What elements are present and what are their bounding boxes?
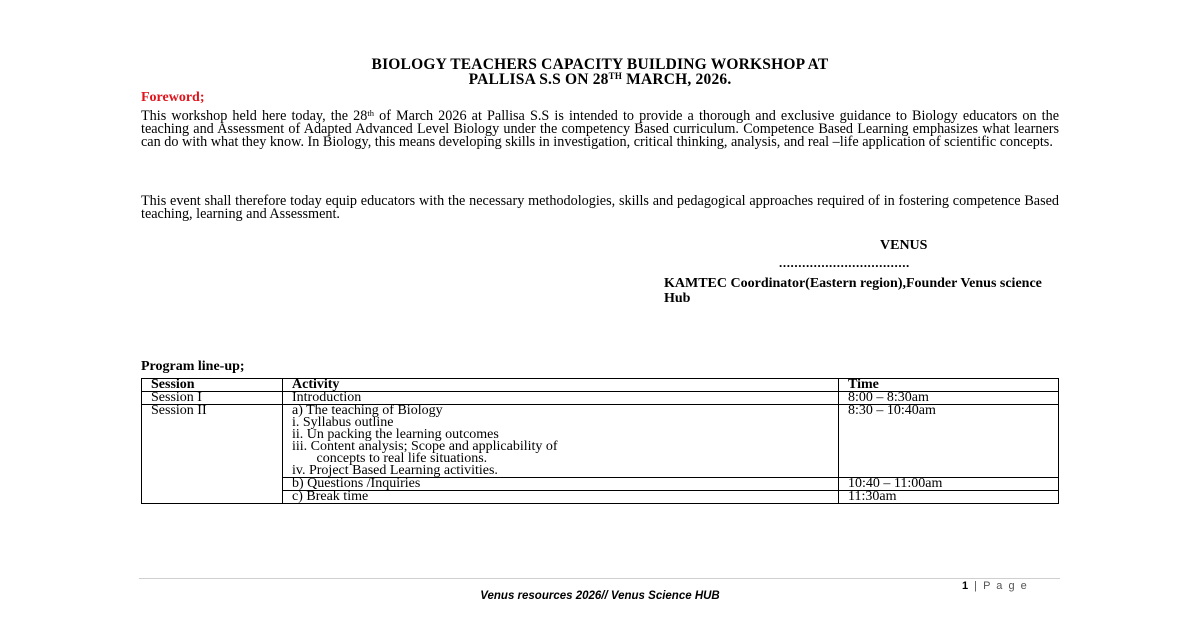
table-row — [142, 405, 1059, 478]
foreword-heading: Foreword; — [141, 90, 205, 105]
activity-line: concepts to real life situations. — [292, 451, 488, 466]
activity-line: i. Syllabus outline — [292, 415, 394, 430]
title-line-2-end: MARCH, 2026. — [622, 71, 732, 88]
program-table — [141, 378, 1059, 504]
activity-cell: Introduction — [283, 392, 839, 405]
page-number-value: 1 — [962, 580, 970, 592]
title-line-1: BIOLOGY TEACHERS CAPACITY BUILDING WORKSHOP AT — [371, 56, 829, 73]
document-title — [140, 57, 1060, 87]
activity-line: a) The teaching of Biology — [292, 403, 443, 418]
activity-line: iv. Project Based Learning activities. — [292, 463, 498, 478]
footer-divider — [139, 578, 1060, 579]
page-label: | P a g e — [969, 580, 1029, 592]
header-time: Time — [839, 379, 1059, 392]
foreword-paragraph-1 — [141, 110, 1059, 150]
signature-line: .................................. — [779, 255, 910, 270]
time-cell: 8:00 – 8:30am — [839, 392, 1059, 405]
title-superscript: TH — [608, 71, 623, 81]
time-cell: 11:30am — [839, 491, 1059, 504]
session-cell: Session II — [142, 405, 283, 504]
time-cell: 8:30 – 10:40am — [839, 405, 1059, 478]
header-activity: Activity — [283, 379, 839, 392]
header-session: Session — [142, 379, 283, 392]
session-cell: Session I — [142, 392, 283, 405]
time-cell: 10:40 – 11:00am — [839, 478, 1059, 491]
activity-cell: c) Break time — [283, 491, 839, 504]
footer-text: Venus resources 2026// Venus Science HUB — [480, 590, 720, 602]
foreword-paragraph-2: This event shall therefore today equip educators with the necessary methodologies, skills and pedagogical approaches required of in fostering competence Based teaching, learning and Assessment. — [141, 193, 1059, 223]
activity-line: ii. Un packing the learning outcomes — [292, 427, 499, 442]
signature-name: VENUS — [880, 238, 928, 253]
activity-line: iii. Content analysis; Scope and applicability of — [292, 439, 558, 454]
title-line-2 — [140, 72, 1060, 87]
title-line-2-text: PALLISA S.S ON 28 — [468, 71, 609, 88]
program-heading: Program line-up; — [141, 359, 245, 374]
signature-role: KAMTEC Coordinator(Eastern region),Founder Venus science Hub — [664, 276, 1042, 306]
activity-cell: b) Questions /Inquiries — [283, 478, 839, 491]
activity-cell — [283, 405, 839, 478]
paragraph-1-start: This workshop held here today, the 28 — [141, 108, 368, 124]
paragraph-1-rest: of March 2026 at Pallisa S.S is intended to provide a thorough and exclusive guidance to Biology educators on the teaching and Assessment of Adapted Advanced Level Biology under the competency Based curriculum. Competence Based Learning emphasizes what learners can do with what they know. In Biology, this means developing skills in investigation, critical thinking, analysis, and real –life application of scientific concepts. — [141, 108, 1060, 151]
paragraph-1-superscript: th — [367, 108, 374, 118]
